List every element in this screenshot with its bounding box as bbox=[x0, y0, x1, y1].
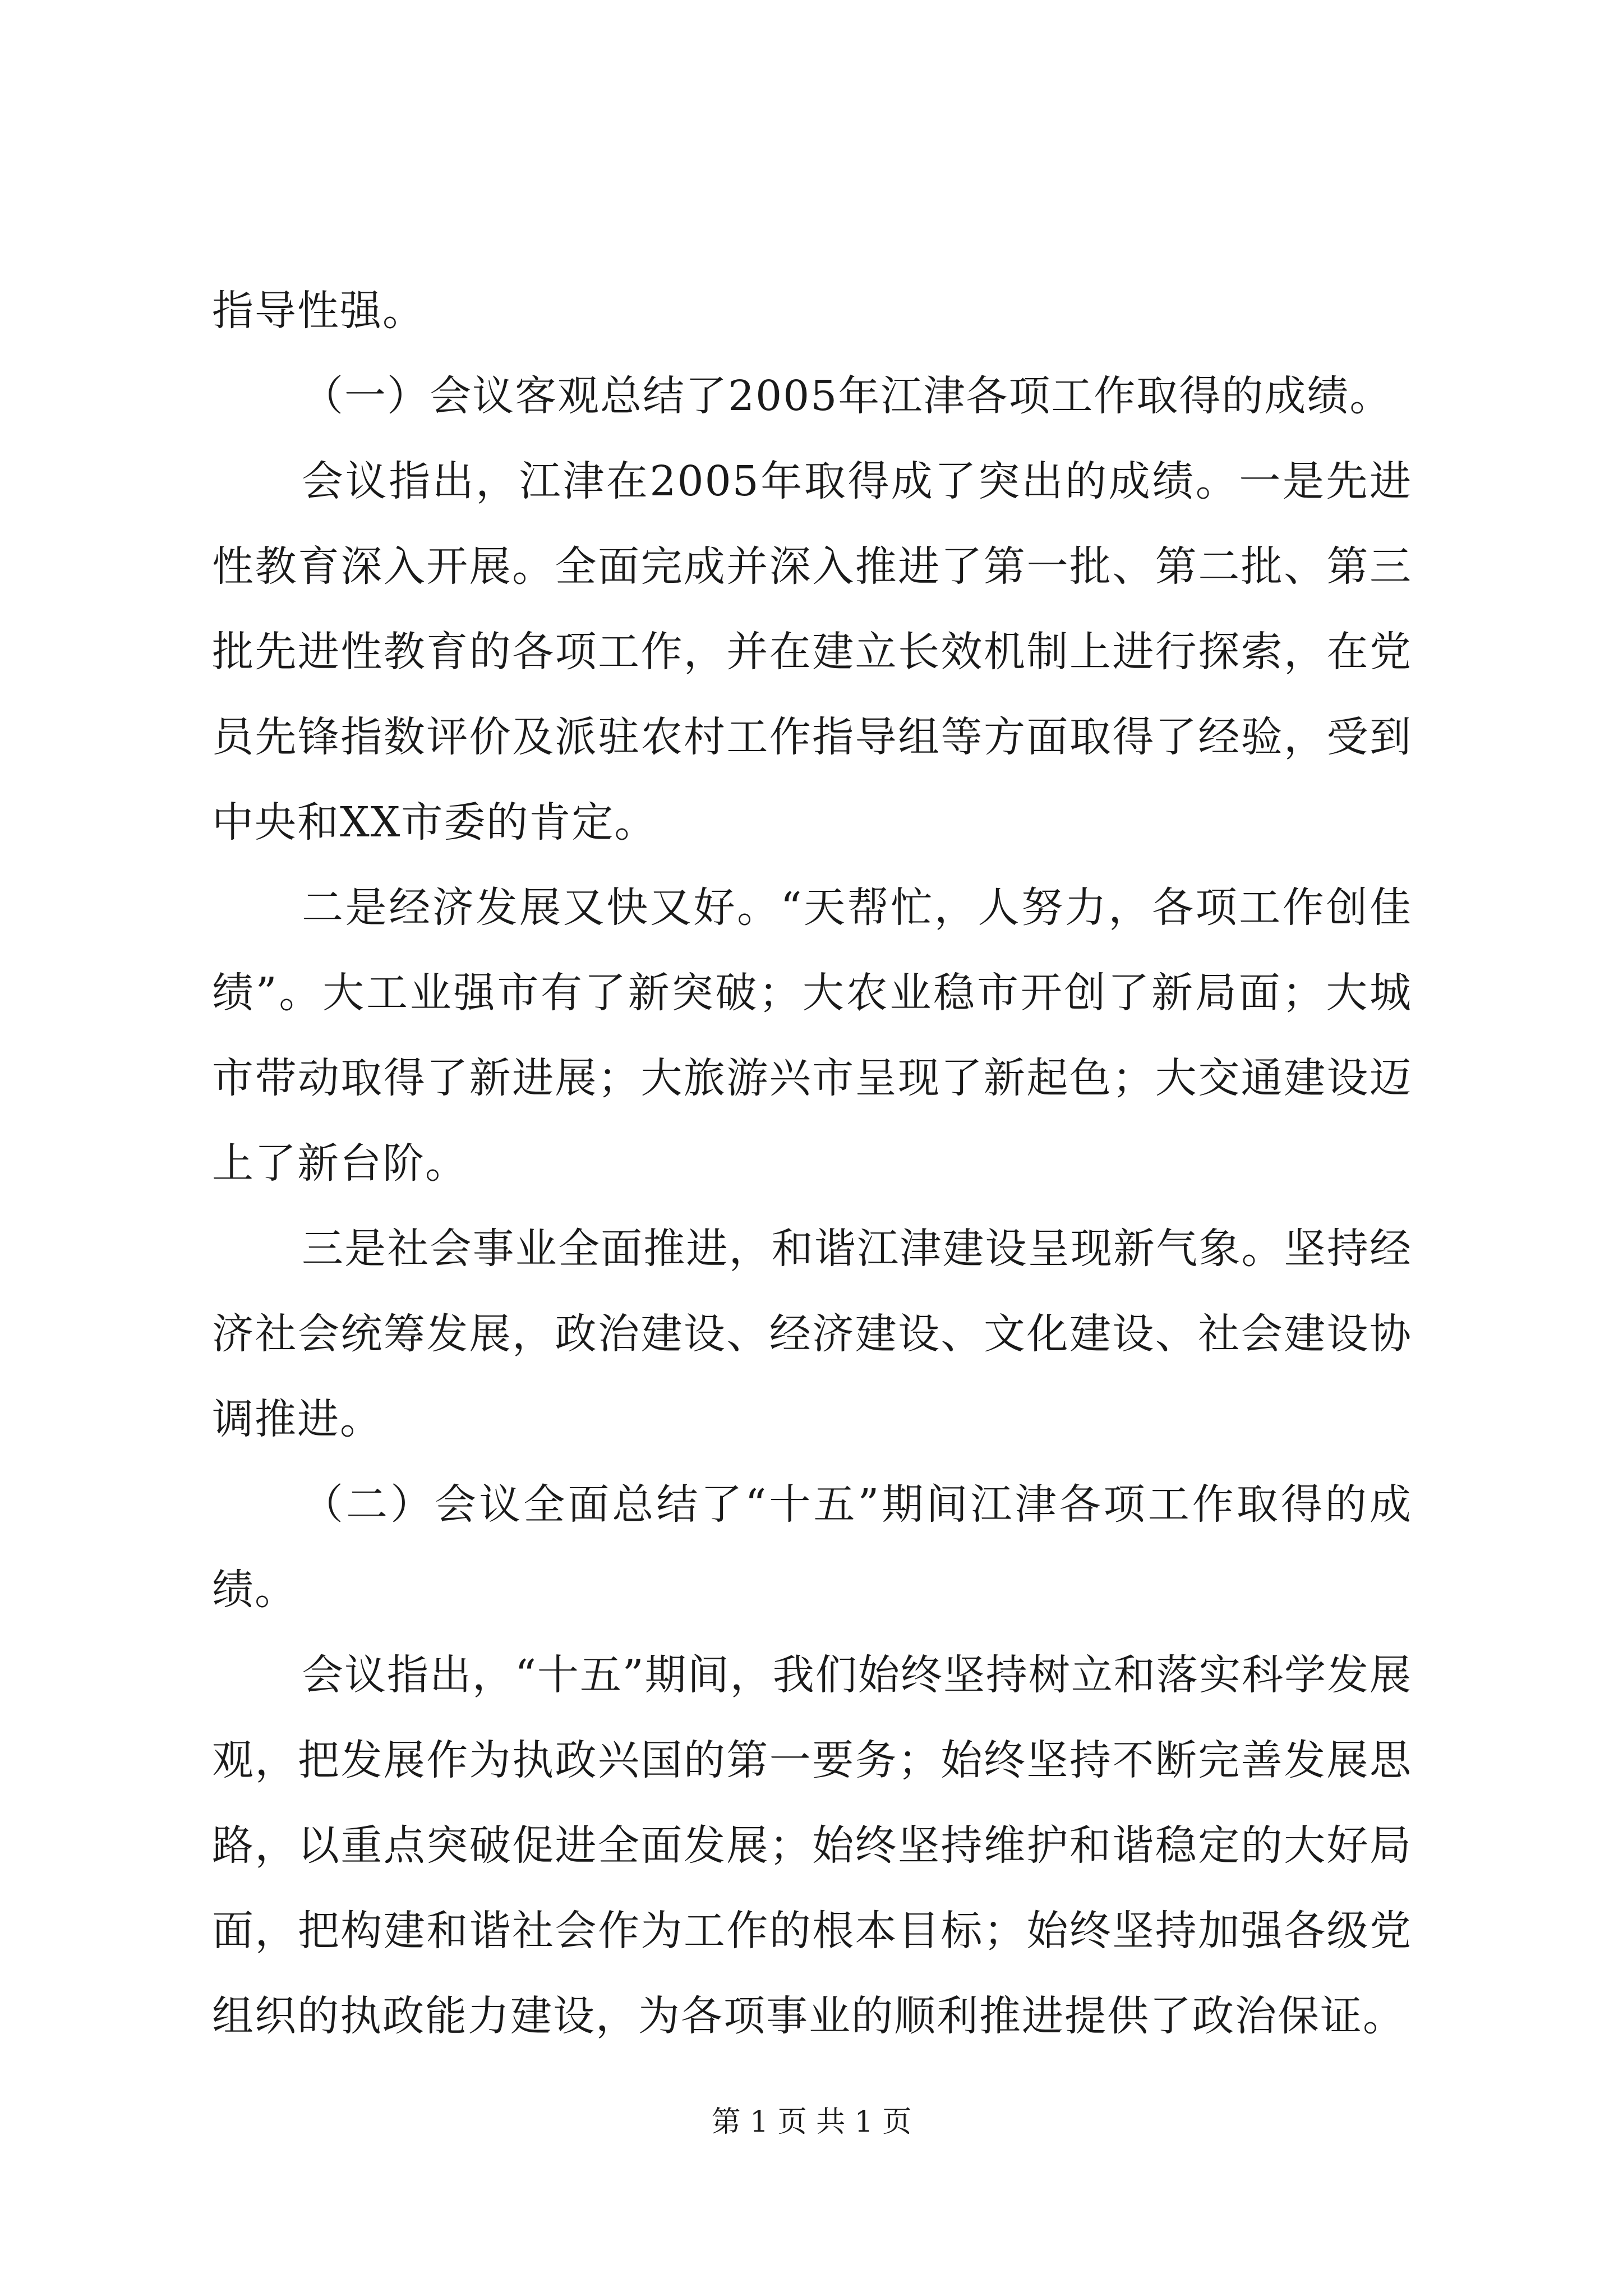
paragraph-5: 三是社会事业全面推进，和谐江津建设呈现新气象。坚持经济社会统筹发展，政治建设、经济建设、文化建设、社会建设协调推进。 bbox=[212, 1225, 1412, 1443]
paragraph-2: （一）会议客观总结了2005年江津各项工作取得的成绩。 bbox=[302, 372, 1393, 420]
paragraph-7: 会议指出，“十五”期间，我们始终坚持树立和落实科学发展观，把发展作为执政兴国的第一要务；始终坚持不断完善发展思路，以重点突破促进全面发展；始终坚持维护和谐稳定的大好局面，把构建和谐社会作为工作的根本目标；始终坚持加强各级党组织的执政能力建设，为各项事业的顺利推进提供了政治保证。 bbox=[212, 1651, 1412, 2040]
document-body bbox=[212, 268, 1412, 2059]
page-footer: 第 1 页 共 1 页 bbox=[711, 2105, 912, 2139]
paragraph-1: 指导性强。 bbox=[212, 287, 425, 335]
paragraph-3: 会议指出，江津在2005年取得成了突出的成绩。一是先进性教育深入开展。全面完成并深入推进了第一批、第二批、第三批先进性教育的各项工作，并在建立长效机制上进行探索，在党员先锋指数评价及派驻农村工作指导组等方面取得了经验，受到中央和XX市委的肯定。 bbox=[212, 457, 1412, 846]
paragraph-6: （二）会议全面总结了“十五”期间江津各项工作取得的成绩。 bbox=[212, 1480, 1412, 1614]
paragraph-4: 二是经济发展又快又好。“天帮忙，人努力，各项工作创佳绩”。大工业强市有了新突破；大农业稳市开创了新局面；大城市带动取得了新进展；大旅游兴市呈现了新起色；大交通建设迈上了新台阶。 bbox=[212, 884, 1412, 1188]
